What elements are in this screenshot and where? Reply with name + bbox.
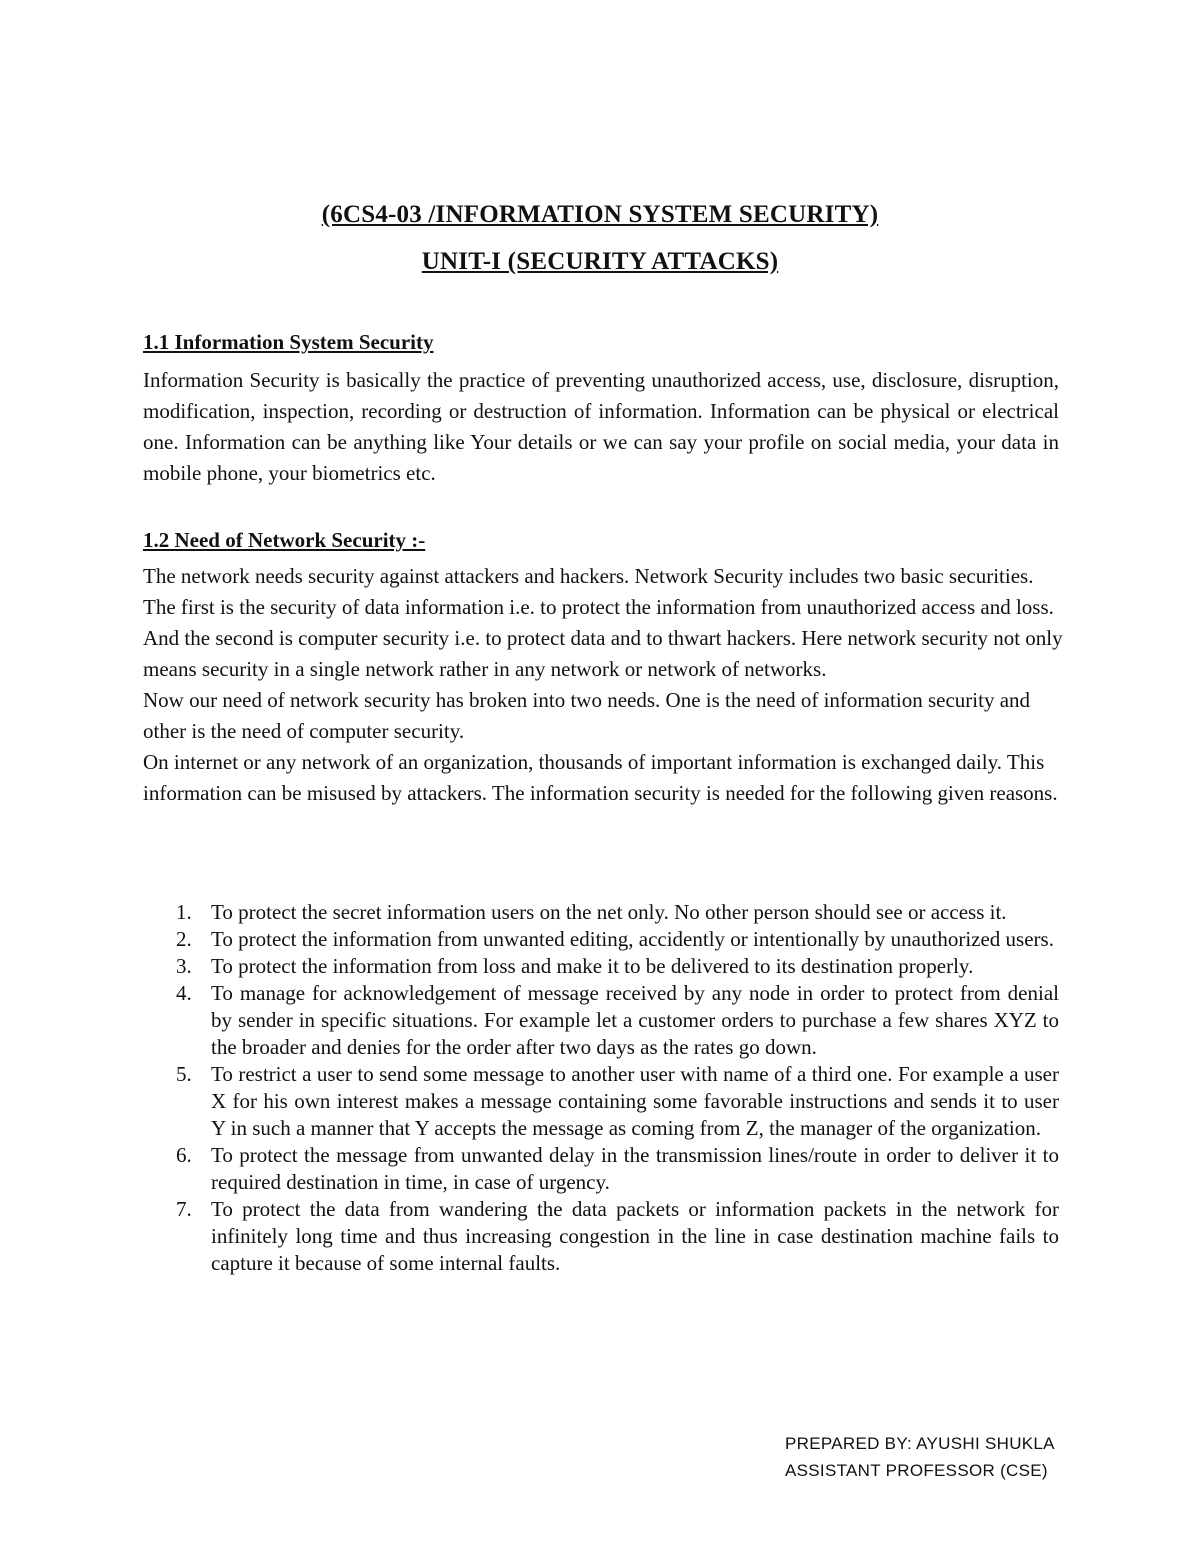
list-item-number: 3. (176, 954, 192, 978)
list-item (143, 899, 1059, 926)
document-title-unit: UNIT-I (SECURITY ATTACKS) (421, 248, 779, 275)
paragraph: The network needs security against attackers and hackers. Network Security includes two basic securities. The first is the security of data information i.e. to protect the information from unauthorized access and loss. And the second is computer security i.e. to protect data and to thwart hackers. Here network security not only means security in a single network rather in any network or network of networks. (143, 564, 1063, 681)
list-item-number: 1. (176, 900, 192, 924)
list-item (143, 926, 1059, 953)
list-item-text: To restrict a user to send some message to another user with name of a third one. For example a user X for his own interest makes a message containing some favorable instructions and sends it to user Y in such a manner that Y accepts the message as coming from Z, the manager of the organization. (211, 1062, 1059, 1140)
footer-prepared-by: PREPARED BY: AYUSHI SHUKLA (785, 1434, 1055, 1453)
list-item (143, 1196, 1059, 1277)
paragraph: On internet or any network of an organization, thousands of important information is exchanged daily. This information can be misused by attackers. The information security is needed for the following given reasons. (143, 750, 1058, 805)
list-item-text: To protect the secret information users on the net only. No other person should see or access it. (211, 900, 1007, 924)
list-item (143, 1061, 1059, 1142)
list-item-text: To manage for acknowledgement of message received by any node in order to protect from denial by sender in specific situations. For example let a customer orders to purchase a few shares XYZ to the broader and denies for the order after two days as the rates go down. (211, 981, 1059, 1059)
paragraph: Now our need of network security has broken into two needs. One is the need of information security and other is the need of computer security. (143, 688, 1031, 743)
footer-designation: ASSISTANT PROFESSOR (CSE) (785, 1461, 1048, 1480)
list-item-text: To protect the information from unwanted editing, accidently or intentionally by unauthorized users. (211, 927, 1054, 951)
list-item (143, 953, 1059, 980)
list-item-number: 2. (176, 927, 192, 951)
list-item-number: 4. (176, 981, 192, 1005)
list-item-number: 5. (176, 1062, 192, 1086)
section-heading-need-of-network-security: 1.2 Need of Network Security :- (143, 528, 426, 552)
section-body-information-system-security: Information Security is basically the practice of preventing unauthorized access, use, disclosure, disruption, modification, inspection, recording or destruction of information. Information can be physical or electrical one. Information can be anything like Your details or we can say your profile on social media, your data in mobile phone, your biometrics etc. (143, 368, 1059, 485)
list-item-text: To protect the message from unwanted delay in the transmission lines/route in order to deliver it to required destination in time, in case of urgency. (211, 1143, 1059, 1194)
list-item-number: 7. (176, 1197, 192, 1221)
list-item-text: To protect the data from wandering the data packets or information packets in the network for infinitely long time and thus increasing congestion in the line in case destination machine fails to capture it because of some internal faults. (211, 1197, 1059, 1275)
list-item-number: 6. (176, 1143, 192, 1167)
section-body-need-of-network-security (143, 561, 1063, 809)
reasons-list (143, 899, 1059, 1277)
list-item-text: To protect the information from loss and make it to be delivered to its destination properly. (211, 954, 974, 978)
list-item (143, 1142, 1059, 1196)
section-heading-information-system-security: 1.1 Information System Security (143, 330, 434, 354)
list-item (143, 980, 1059, 1061)
document-title-course: (6CS4-03 /INFORMATION SYSTEM SECURITY) (321, 201, 879, 228)
